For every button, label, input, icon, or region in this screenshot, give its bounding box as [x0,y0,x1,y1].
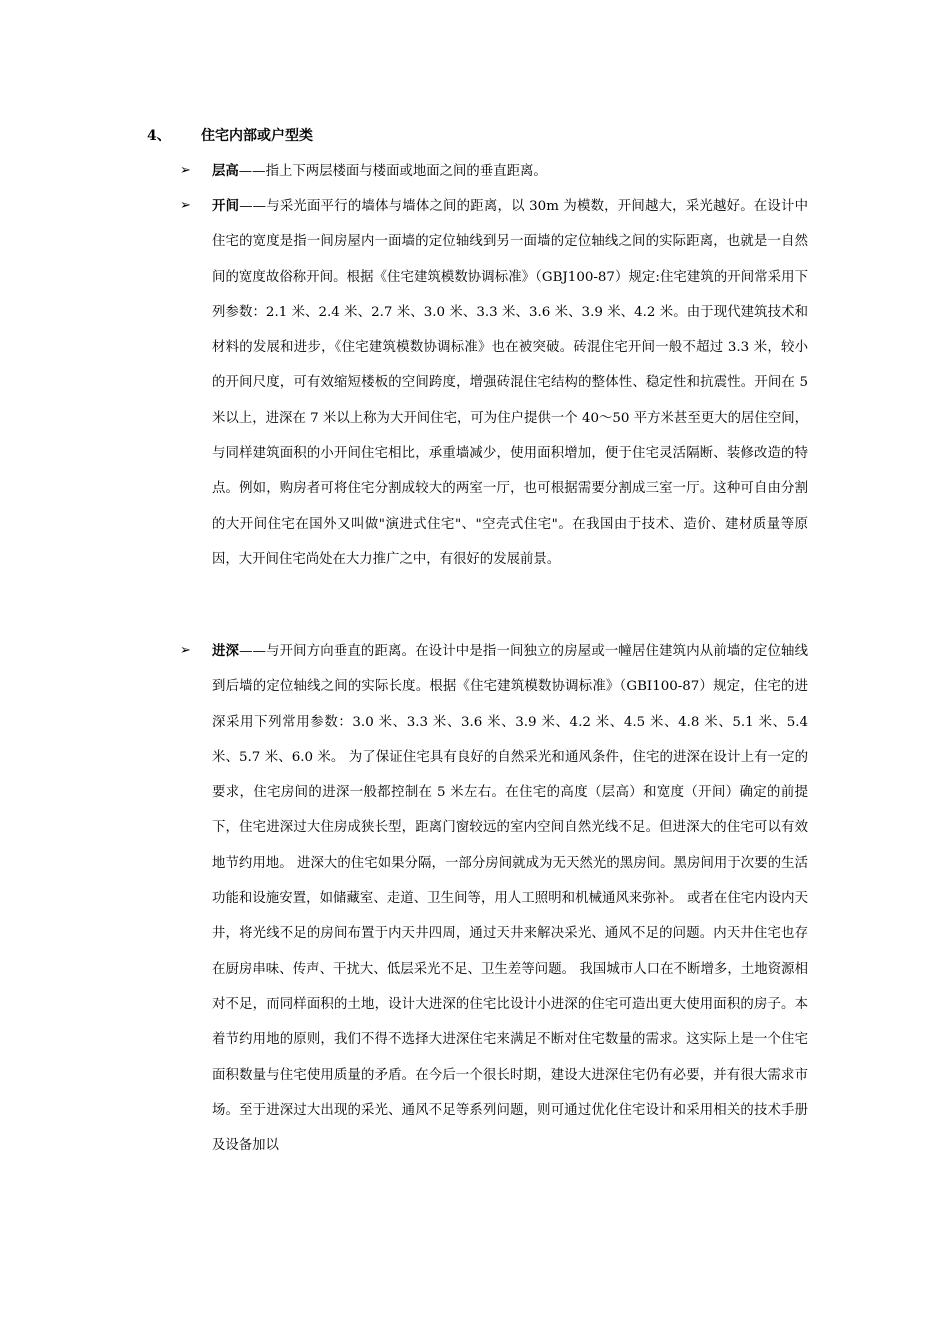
definition-text: ——指上下两层楼面与楼面或地面之间的垂直距离。 [238,164,547,179]
bullet-arrow-icon: ➢ [180,163,191,178]
definition-item-bay-width [212,189,808,577]
section-number: 4、 [147,128,171,144]
bullet-arrow-icon: ➢ [180,643,191,658]
section-title: 住宅内部或户型类 [201,128,313,144]
definition-item-floor-height [212,154,808,189]
bullet-arrow-icon: ➢ [180,198,191,213]
section-heading [147,125,313,147]
definition-term: 开间 [212,198,240,214]
definition-term: 层高 [212,163,239,179]
definition-text: ——与开间方向垂直的距离。在设计中是指一间独立的房屋或一幢居住建筑内从前墙的定位轴线到后墙的定位轴线之间的实际长度。根据《住宅建筑模数协调标准》（GBI100-87）规定，住宅的进深采用下列常用参数：3.0 米、3.3 米、3.6 米、3.9 米、4.2 米、4.5 米、4.8 米、5.1 米、5.4 米、5.7 米、6.0 米。 为了保证住宅具有良好的自然采光和通风条件，住宅的进深在设计上有一定的要求，住宅房间的进深一般都控制在 5 米左右。在住宅的高度（层高）和宽度（开间）确定的前提下，住宅进深过大住房成狭长型，距离门窗较远的室内空间自然光线不足。但进深大的住宅可以有效地节约用地。 进深大的住宅如果分隔，一部分房间就成为无天然光的黑房间。黑房间用于次要的生活功能和设施安置，如储藏室、走道、卫生间等，用人工照明和机械通风来弥补。 或者在住宅内设内天井，将光线不足的房间布置于内天井四周，通过天井来解决采光、通风不足的问题。内天井住宅也存在厨房串味、传声、干扰大、低层采光不足、卫生差等问题。 我国城市人口在不断增多，土地资源相对不足，而同样面积的土地，设计大进深的住宅比设计小进深的住宅可造出更大使用面积的房子。本着节约用地的原则，我们不得不选择大进深住宅来满足不断对住宅数量的需求。这实际上是一个住宅面积数量与住宅使用质量的矛盾。在今后一个很长时期，建设大进深住宅仍有必要，并有很大需求市场。至于进深过大出现的采光、通风不足等系列问题，则可通过优化住宅设计和采用相关的技术手册及设备加以 [212,644,809,1154]
definition-item-depth [212,634,808,1163]
definition-term: 进深 [212,643,240,659]
definition-text: ——与采光面平行的墙体与墙体之间的距离，以 30m 为模数，开间越大，采光越好。在设计中住宅的宽度是指一间房屋内一面墙的定位轴线到另一面墙的定位轴线之间的实际距离，也就是一自然间的宽度故俗称开间。根据《住宅建筑模数协调标准》（GBJ100-87）规定:住宅建筑的开间常采用下列参数：2.1 米、2.4 米、2.7 米、3.0 米、3.3 米、3.6 米、3.9 米、4.2 米。由于现代建筑技术和材料的发展和进步，《住宅建筑模数协调标准》也在被突破。砖混住宅开间一般不超过 3.3 米，较小的开间尺度，可有效缩短楼板的空间跨度，增强砖混住宅结构的整体性、稳定性和抗震性。开间在 5 米以上，进深在 7 米以上称为大开间住宅，可为住户提供一个 40～50 平方米甚至更大的居住空间，与同样建筑面积的小开间住宅相比，承重墙减少，使用面积增加，便于住宅灵活隔断、装修改造的特点。例如，购房者可将住宅分割成较大的两室一厅，也可根据需要分割成三室一厅。这种可自由分割的大开间住宅在国外又叫做"演进式住宅"、"空壳式住宅"。在我国由于技术、造价、建材质量等原因，大开间住宅尚处在大力推广之中，有很好的发展前景。 [212,199,809,567]
